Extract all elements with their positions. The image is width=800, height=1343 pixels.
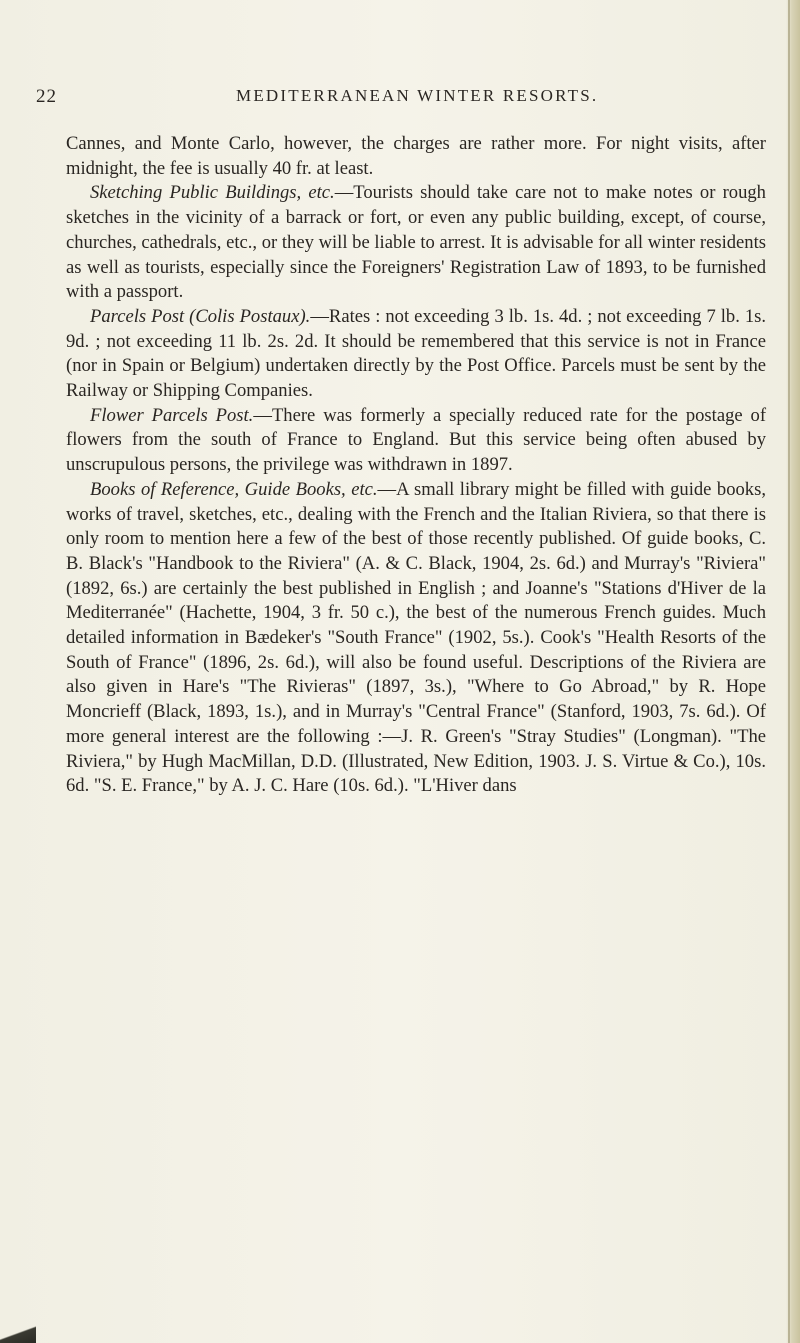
paragraph-heading: Books of Reference, Guide Books, etc. [90,478,378,500]
paragraph-text: —There was formerly a specially reduced rate for the postage of flowers from the south of France to England. But this service being often abused by unscrupulous persons, the privilege was withdrawn in 1897. [66,404,767,476]
paragraph-heading: Sketching Public Buildings, etc. [90,182,335,204]
paragraph-books-of-reference [66,478,766,799]
paragraph-text: —Tourists should take care not to make notes or rough sketches in the vicinity of a barrack or fort, or even any public building, except, of course, churches, cathedrals, etc., or they will be liable to arrest. It is advisable for all winter residents as well as tourists, especially since the Foreigners' Registration Law of 1893, to be furnished with a passport. [66,182,766,303]
page-header [36,86,766,116]
paragraph-heading: Flower Parcels Post. [90,404,254,426]
page-corner-shadow [0,1325,36,1343]
paragraph-parcels-post [66,305,766,404]
gutter-edge [788,0,790,1343]
page-number: 22 [36,86,57,107]
paragraph-heading: Parcels Post (Colis Postaux). [90,305,311,327]
paragraph-flower-parcels [66,404,766,478]
paragraph-text: Cannes, and Monte Carlo, however, the charges are rather more. For night visits, after midnight, the fee is usually 40 fr. at least. [66,133,766,179]
paragraph-text: —A small library might be filled with guide books, works of travel, sketches, etc., dealing with the French and the Italian Riviera, so that there is only room to mention here a few of the best of those recently published. Of guide books, C. B. Black's "Handbook to the Riviera" (A. & C. Black, 1904, 2s. 6d.) and Murray's "Riviera" (1892, 6s.) are certainly the best published in English ; and Joanne's "Stations d'Hiver de la Mediterranée" (Hachette, 1904, 3 fr. 50 c.), the best of the numerous French guides. Much detailed information in Bædeker's "South France" (1902, 5s.). Cook's "Health Resorts of the South of France" (1896, 2s. 6d.), will also be found useful. Descriptions of the Riviera are also given in Hare's "The Rivieras" (1897, 3s.), "Where to Go Abroad," by R. Hope Moncrieff (Black, 1893, 1s.), and in Murray's "Central France" (Stanford, 1903, 7s. 6d.). Of more general interest are the following :—J. R. Green's "Stray Studies" (Longman). "The Riviera," by Hugh MacMillan, D.D. (Illustrated, New Edition, 1903. J. S. Virtue & Co.), 10s. 6d. "S. E. France," by A. J. C. Hare (10s. 6d.). "L'Hiver dans [66,478,766,797]
body-text [66,132,766,799]
paragraph-text: —Rates : not exceeding 3 lb. 1s. 4d. ; not exceeding 7 lb. 1s. 9d. ; not exceeding 11 lb. 2s. 2d. It should be remembered that this service is not in France (nor in Spain or Belgium) undertaken directly by the Post Office. Parcels must be sent by the Railway or Shipping Companies. [66,305,767,402]
running-title: MEDITERRANEAN WINTER RESORTS. [236,86,599,105]
paragraph-sketching [66,181,766,305]
paragraph-cannes [66,132,766,181]
